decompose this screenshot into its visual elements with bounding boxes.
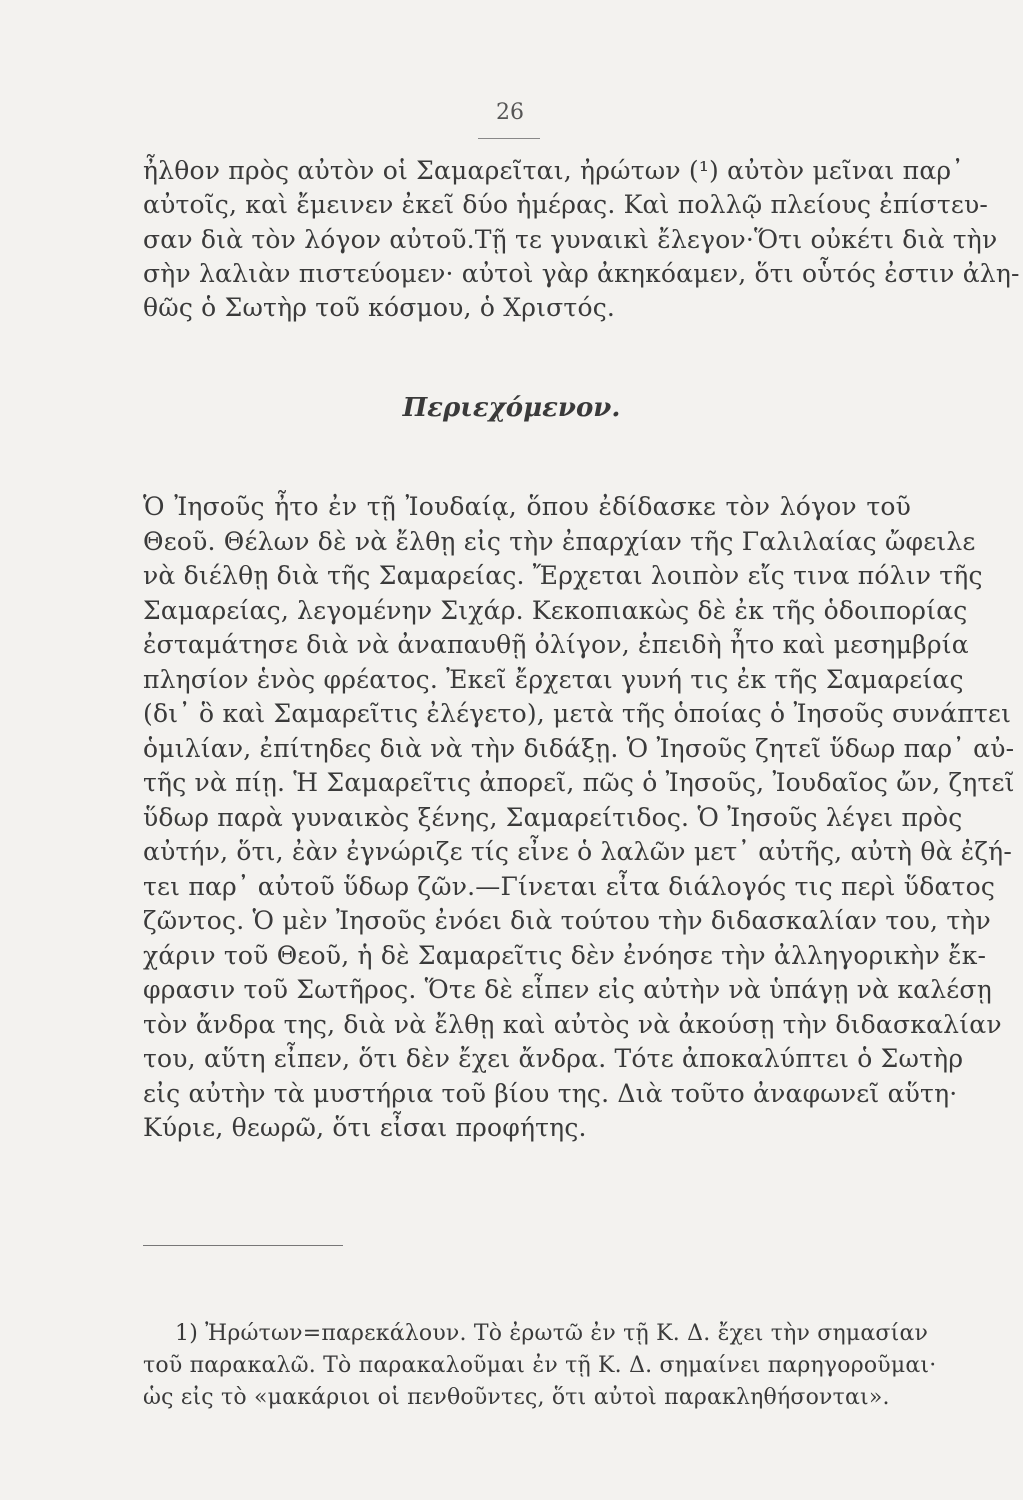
footnote-line: τοῦ παρακαλῶ. Τὸ παρακαλοῦμαι ἐν τῇ Κ. Δ. σημαίνει παρηγοροῦμαι· — [143, 1353, 937, 1378]
text-line: Θεοῦ. Θέλων δὲ νὰ ἔλθῃ εἰς τὴν ἐπαρχίαν τῆς Γαλιλαίας ὤφειλε — [143, 526, 976, 556]
text-line: (δι᾽ ὃ καὶ Σαμαρεῖτις ἐλέγετο), μετὰ τῆς ὁποίας ὁ Ἰησοῦς συνάπτει — [143, 699, 1012, 728]
text-line: τῆς νὰ πίῃ. Ἡ Σαμαρεῖτις ἀπορεῖ, πῶς ὁ Ἰησοῦς, Ἰουδαῖος ὤν, ζητεῖ — [143, 768, 1015, 797]
text-line: πλησίον ἑνὸς φρέατος. Ἐκεῖ ἔρχεται γυνή τις ἐκ τῆς Σαμαρείας — [143, 664, 964, 694]
paragraph-2 — [143, 490, 1015, 1146]
page-number: 26 — [496, 100, 524, 125]
text-line: τὸν ἄνδρα της, διὰ νὰ ἔλθῃ καὶ αὐτὸς νὰ ἀκούσῃ τὴν διδασκαλίαν — [143, 1009, 1002, 1039]
text-line: εἰς αὐτὴν τὰ μυστήρια τοῦ βίου της. Διὰ τοῦτο ἀναφωνεῖ αὕτη· — [143, 1078, 958, 1108]
section-heading: Περιεχόμενον. — [402, 393, 621, 423]
text-line: σαν διὰ τὸν λόγον αὐτοῦ.Τῇ τε γυναικὶ ἔλεγον·Ὅτι οὐκέτι διὰ τὴν — [143, 224, 998, 254]
footnote-line: 1) Ἠρώτων=παρεκάλουν. Τὸ ἐρωτῶ ἐν τῇ Κ. Δ. ἔχει τὴν σημασίαν — [175, 1321, 929, 1346]
text-line: του, αὕτη εἶπεν, ὅτι δὲν ἔχει ἄνδρα. Τότε ἀποκαλύπτει ὁ Σωτὴρ — [143, 1044, 964, 1073]
text-line: Σαμαρείας, λεγομένην Σιχάρ. Κεκοπιακὼς δὲ ἐκ τῆς ὁδοιπορίας — [143, 595, 968, 625]
footnote — [143, 1318, 937, 1414]
text-line: ἦλθον πρὸς αὐτὸν οἱ Σαμαρεῖται, ἠρώτων (¹) αὐτὸν μεῖναι παρ᾽ — [143, 156, 964, 185]
text-line: ὕδωρ παρὰ γυναικὸς ξένης, Σαμαρείτιδος. Ὁ Ἰησοῦς λέγει πρὸς — [143, 802, 963, 832]
text-line: θῶς ὁ Σωτὴρ τοῦ κόσμου, ὁ Χριστός. — [143, 293, 616, 323]
text-line: ὁμιλίαν, ἐπίτηδες διὰ νὰ τὴν διδάξῃ. Ὁ Ἰησοῦς ζητεῖ ὕδωρ παρ᾽ αὐ- — [143, 733, 1015, 763]
text-line: ἐσταμάτησε διὰ νὰ ἀναπαυθῇ ὀλίγον, ἐπειδὴ ἦτο καὶ μεσημβρία — [143, 630, 969, 659]
text-line: Κύριε, θεωρῶ, ὅτι εἶσαι προφήτης. — [143, 1113, 587, 1142]
text-line: αὐτοῖς, καὶ ἔμεινεν ἐκεῖ δύο ἡμέρας. Καὶ πολλῷ πλείους ἐπίστευ- — [143, 190, 989, 220]
text-line: σὴν λαλιὰν πιστεύομεν· αὐτοὶ γὰρ ἀκηκόαμεν, ὅτι οὗτός ἐστιν ἀλη- — [143, 258, 1020, 288]
footnote-line: ὡς εἰς τὸ «μακάριοι οἱ πενθοῦντες, ὅτι αὐτοὶ παρακληθήσονται». — [143, 1385, 890, 1410]
paragraph-1 — [143, 154, 1020, 325]
text-line: χάριν τοῦ Θεοῦ, ἡ δὲ Σαμαρεῖτις δὲν ἐνόησε τὴν ἀλληγορικὴν ἔκ- — [143, 940, 987, 970]
text-line: αὐτήν, ὅτι, ἐὰν ἐγνώριζε τίς εἶνε ὁ λαλῶν μετ᾽ αὐτῆς, αὐτὴ θὰ ἐζή- — [143, 837, 1012, 866]
text-line: Ὁ Ἰησοῦς ἦτο ἐν τῇ Ἰουδαίᾳ, ὅπου ἐδίδασκε τὸν λόγον τοῦ — [143, 492, 911, 521]
text-line: τει παρ᾽ αὐτοῦ ὕδωρ ζῶν.—Γίνεται εἶτα διάλογός τις περὶ ὕδατος — [143, 871, 996, 901]
page-number-rule — [478, 138, 540, 139]
text-line: φρασιν τοῦ Σωτῆρος. Ὅτε δὲ εἶπεν εἰς αὐτὴν νὰ ὑπάγῃ νὰ καλέσῃ — [143, 975, 992, 1004]
text-line: νὰ διέλθῃ διὰ τῆς Σαμαρείας. Ἔρχεται λοιπὸν εἴς τινα πόλιν τῆς — [143, 561, 983, 590]
footnote-rule — [143, 1245, 343, 1246]
text-line: ζῶντος. Ὁ μὲν Ἰησοῦς ἐνόει διὰ τούτου τὴν διδασκαλίαν του, τὴν — [143, 906, 991, 935]
